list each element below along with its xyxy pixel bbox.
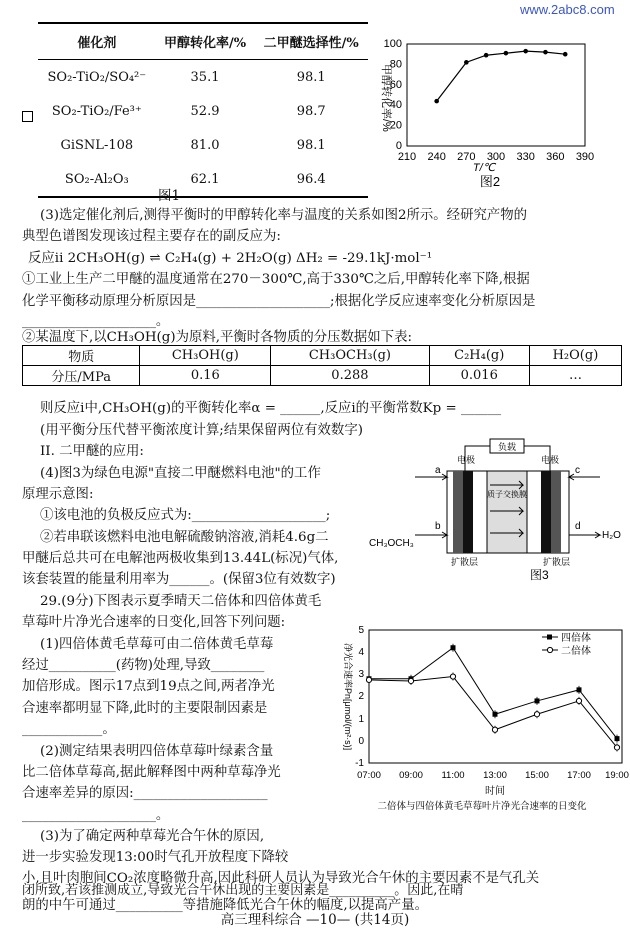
fig4-diploid-point bbox=[534, 712, 539, 717]
text-line: 则反应i中,CH₃OH(g)的平衡转化率α = ______,反应i的平衡常数Kp = ______ bbox=[40, 401, 502, 416]
electrode-left-label: 电极 bbox=[457, 455, 476, 465]
diffusion-layer-left bbox=[453, 471, 463, 553]
fig4-caption: 二倍体与四倍体黄毛草莓叶片净光合速率的日变化 bbox=[377, 801, 587, 812]
table-row bbox=[38, 128, 368, 162]
table-cell: 0.16 bbox=[140, 366, 271, 386]
fig2-chart bbox=[372, 28, 602, 200]
label-a: a bbox=[435, 465, 441, 476]
diffusion-left-label: 扩散层 bbox=[451, 557, 479, 567]
label-c: c bbox=[575, 465, 580, 476]
text-line: 29.(9分)下图表示夏季晴天二倍体和四倍体黄毛 bbox=[40, 594, 322, 609]
table-cell: 35.1 bbox=[190, 70, 220, 85]
text-line: 典型色谱图发现该过程主要存在的副反应为: bbox=[22, 229, 281, 244]
checkbox-mark bbox=[22, 111, 33, 122]
y-tick-label: 3 bbox=[358, 669, 364, 680]
fig4-diploid-point bbox=[614, 745, 619, 750]
fig2-data-point bbox=[504, 51, 509, 56]
table-header: 甲醇转化率/% bbox=[156, 23, 255, 60]
table-cell: 96.4 bbox=[254, 162, 368, 197]
table-row bbox=[38, 60, 368, 95]
fig4-diploid-point bbox=[366, 677, 371, 682]
text-line: 该套装置的能量利用率为______。(保留3位有效数字) bbox=[22, 572, 336, 587]
fig1-caption: 图1 bbox=[158, 188, 181, 204]
x-tick-label: 17:00 bbox=[567, 770, 591, 781]
fig4-tetraploid-point bbox=[577, 687, 582, 692]
y-tick-label: 1 bbox=[358, 714, 364, 725]
fig4-series-line bbox=[369, 648, 617, 739]
table-cell: 0.016 bbox=[429, 366, 529, 386]
fig4-tetraploid-point bbox=[615, 736, 620, 741]
label-b: b bbox=[435, 521, 441, 532]
text-line: 甲醚后总共可在电解池两极收集到13.44L(标况)气体, bbox=[22, 551, 339, 566]
text-line: (3)为了确定两种草莓光合午休的原因, bbox=[40, 829, 265, 844]
y-tick-label: 100 bbox=[383, 38, 402, 50]
table-cell: SO₂-TiO₂/SO₄²⁻ bbox=[47, 70, 147, 85]
text-line: (3)选定催化剂后,测得平衡时的甲醇转化率与温度的关系如图2所示。经研究产物的 bbox=[40, 208, 528, 223]
x-tick-label: 15:00 bbox=[525, 770, 549, 781]
x-tick-label: 270 bbox=[457, 151, 476, 163]
table-row bbox=[23, 366, 622, 386]
partial-pressure-table bbox=[22, 345, 622, 386]
fig4-diploid-point bbox=[450, 674, 455, 679]
y-tick-label: 2 bbox=[358, 691, 364, 702]
fig4-y-label: 净光合速率Pn[μmol/(m²·s)] bbox=[343, 643, 353, 751]
table-header: 催化剂 bbox=[38, 23, 156, 60]
x-tick-label: 300 bbox=[486, 151, 506, 163]
fig2-plot-frame bbox=[407, 44, 585, 146]
table-header: C₂H₄(g) bbox=[429, 346, 529, 366]
electrode-right-label: 电极 bbox=[541, 455, 560, 465]
fig4-diploid-point bbox=[492, 727, 497, 732]
text-line: 加倍形成。图示17点到19点之间,两者净光 bbox=[22, 679, 275, 694]
diffusion-right-label: 扩散层 bbox=[543, 557, 571, 567]
table-cell: 98.1 bbox=[296, 70, 326, 85]
fig4-x-ticks bbox=[357, 770, 629, 781]
table-cell: 98.7 bbox=[296, 104, 326, 119]
y-tick-label: 20 bbox=[389, 119, 402, 132]
fig2-caption: 图2 bbox=[479, 174, 501, 189]
ch3och3-label: CH₃OCH₃ bbox=[369, 538, 414, 549]
text-line: 经过__________(药物)处理,导致________ bbox=[22, 658, 265, 673]
fig2-data-point bbox=[464, 60, 469, 65]
text-line: (4)图3为绿色电源"直接二甲醚燃料电池"的工作 bbox=[40, 466, 321, 481]
fig4-x-label: 时间 bbox=[485, 786, 505, 797]
text-line: ____________。 bbox=[22, 722, 116, 737]
legend-diploid: 二倍体 bbox=[561, 646, 591, 657]
text-line: 朗的中午可通过__________等措施降低光合午休的幅度,以提高产量。 bbox=[22, 898, 428, 913]
inlet-c-arrow bbox=[569, 474, 600, 480]
table-row bbox=[38, 94, 368, 128]
fig4-legend bbox=[542, 631, 591, 657]
x-tick-label: 240 bbox=[427, 151, 446, 163]
fig4-tetraploid-point bbox=[535, 698, 540, 703]
text-line: 合速率差异的原因:____________________ bbox=[22, 786, 268, 801]
x-tick-label: 07:00 bbox=[357, 770, 381, 781]
table-cell: … bbox=[529, 366, 621, 386]
table-header-row bbox=[38, 23, 368, 60]
y-tick-label: 40 bbox=[389, 99, 402, 112]
fig2-series bbox=[434, 49, 567, 104]
text-line: (2)测定结果表明四倍体草莓叶绿素含量 bbox=[40, 744, 274, 759]
y-tick-label: 80 bbox=[389, 58, 402, 71]
x-tick-label: 210 bbox=[397, 151, 417, 163]
text-line: ①该电池的负极反应式为:____________________; bbox=[40, 508, 331, 523]
y-tick-label: 0 bbox=[358, 736, 364, 747]
h2o-label: H₂O bbox=[602, 530, 621, 541]
fig4-series bbox=[366, 644, 619, 752]
fig2-data-point bbox=[484, 53, 489, 58]
x-tick-label: 330 bbox=[516, 151, 535, 163]
y-tick-label: 5 bbox=[358, 625, 364, 636]
text-line: ②若串联该燃料电池电解硫酸钠溶液,消耗4.6g二 bbox=[40, 530, 329, 545]
text-line: ____________________。 bbox=[22, 314, 170, 329]
text-line: 合速率都明显下降,此时的主要限制因素是 bbox=[22, 701, 268, 716]
text-line: 闭所致,若该推测成立,导致光合午休出现的主要因素是__________。因此,在晴 bbox=[22, 883, 464, 898]
legend-marker-tetraploid bbox=[547, 635, 552, 640]
text-line: 小,且叶肉胞间CO₂浓度略微升高,因此科研人员认为导致光合午休的主要因素不是气孔关 bbox=[22, 871, 540, 886]
text-line: (用平衡分压代替平衡浓度计算;结果保留两位有效数字) bbox=[40, 423, 363, 438]
y-tick-label: 0 bbox=[395, 140, 402, 152]
table-cell: 98.1 bbox=[296, 138, 326, 153]
table-header-row bbox=[23, 346, 622, 366]
fig4-chart bbox=[332, 620, 628, 815]
inlet-b-arrow bbox=[415, 532, 447, 538]
membrane-label: 质子交换膜 bbox=[487, 490, 527, 499]
text-line: ②某温度下,以CH₃OH(g)为原料,平衡时各物质的分压数据如下表: bbox=[22, 330, 412, 345]
text-line: 草莓叶片净光合速率的日变化,回答下列问题: bbox=[22, 615, 286, 630]
text-line: ____________________。 bbox=[22, 808, 170, 823]
fig2-x-label: T/℃ bbox=[472, 162, 496, 174]
electrode-right bbox=[541, 471, 551, 553]
fig2-y-label: 甲醇转化率/% bbox=[380, 64, 392, 132]
fig4-tetraploid-point bbox=[493, 712, 498, 717]
fig4-diploid-point bbox=[408, 678, 413, 683]
text-line: ①工业上生产二甲醚的温度通常在270－300℃,高于330℃之后,甲醇转化率下降,根据 bbox=[22, 272, 530, 287]
table-cell: 62.1 bbox=[156, 162, 255, 197]
text-line: 原理示意图: bbox=[22, 487, 94, 502]
fig4-tetraploid-point bbox=[451, 645, 456, 650]
table-cell: 81.0 bbox=[190, 138, 220, 153]
y-tick-label: 60 bbox=[389, 78, 402, 91]
fig2-data-point bbox=[434, 99, 439, 104]
electrode-left bbox=[463, 471, 473, 553]
page-footer: 高三理科综合 —10— (共14页) bbox=[220, 912, 410, 928]
text-line: 比二倍体草莓高,据此解释图中两种草莓净光 bbox=[22, 765, 281, 780]
catalyst-table bbox=[38, 22, 368, 198]
table-cell: 52.9 bbox=[190, 104, 220, 119]
x-tick-label: 09:00 bbox=[399, 770, 423, 781]
text-line: 化学平衡移动原理分析原因是____________________;根据化学反应速率变化分析原因是 bbox=[22, 294, 536, 309]
fig2-series-line bbox=[437, 51, 566, 101]
table-cell: 分压/MPa bbox=[23, 366, 140, 386]
text-line: II. 二甲醚的应用: bbox=[40, 444, 144, 459]
table-header: 物质 bbox=[23, 346, 140, 366]
x-tick-label: 390 bbox=[575, 151, 595, 163]
fig3-fuel-cell-diagram bbox=[369, 437, 625, 582]
text-line: 进一步实验发现13:00时气孔开放程度下降较 bbox=[22, 850, 289, 865]
fig4-diploid-point bbox=[576, 698, 581, 703]
load-label: 负载 bbox=[497, 442, 517, 452]
y-tick-label: -1 bbox=[355, 758, 364, 769]
x-tick-label: 11:00 bbox=[441, 770, 465, 781]
outlet-d-arrow bbox=[569, 532, 600, 538]
fig3-caption: 图3 bbox=[530, 568, 549, 582]
x-tick-label: 13:00 bbox=[483, 770, 507, 781]
watermark: www.2abc8.com bbox=[520, 2, 615, 17]
x-tick-label: 19:00 bbox=[605, 770, 629, 781]
label-d: d bbox=[575, 521, 581, 532]
table-cell: GiSNL-108 bbox=[60, 138, 134, 153]
fig4-y-ticks bbox=[355, 625, 364, 769]
inlet-a-arrow bbox=[415, 474, 447, 480]
fig2-data-point bbox=[563, 52, 568, 57]
x-tick-label: 360 bbox=[546, 151, 565, 163]
table-header: H₂O(g) bbox=[529, 346, 621, 366]
reaction-line: 反应ii 2CH₃OH(g) ⇌ C₂H₄(g) + 2H₂O(g) ΔH₂ = -29.1kJ·mol⁻¹ bbox=[28, 251, 433, 266]
fig2-data-point bbox=[523, 49, 528, 54]
table-row bbox=[38, 162, 368, 197]
table-header: CH₃OH(g) bbox=[140, 346, 271, 366]
table-cell: SO₂-Al₂O₃ bbox=[38, 162, 156, 197]
fig2-data-point bbox=[543, 50, 548, 55]
text-line: (1)四倍体黄毛草莓可由二倍体黄毛草莓 bbox=[40, 637, 274, 652]
legend-tetraploid: 四倍体 bbox=[561, 633, 591, 644]
table-header: 二甲醚选择性/% bbox=[254, 23, 368, 60]
diffusion-layer-right bbox=[551, 471, 561, 553]
table-header: CH₃OCH₃(g) bbox=[271, 346, 429, 366]
y-tick-label: 4 bbox=[358, 647, 364, 658]
fig2-x-ticks bbox=[398, 151, 594, 163]
table-cell: SO₂-TiO₂/Fe³⁺ bbox=[51, 104, 142, 119]
table-cell: 0.288 bbox=[271, 366, 429, 386]
legend-marker-diploid bbox=[547, 647, 552, 652]
